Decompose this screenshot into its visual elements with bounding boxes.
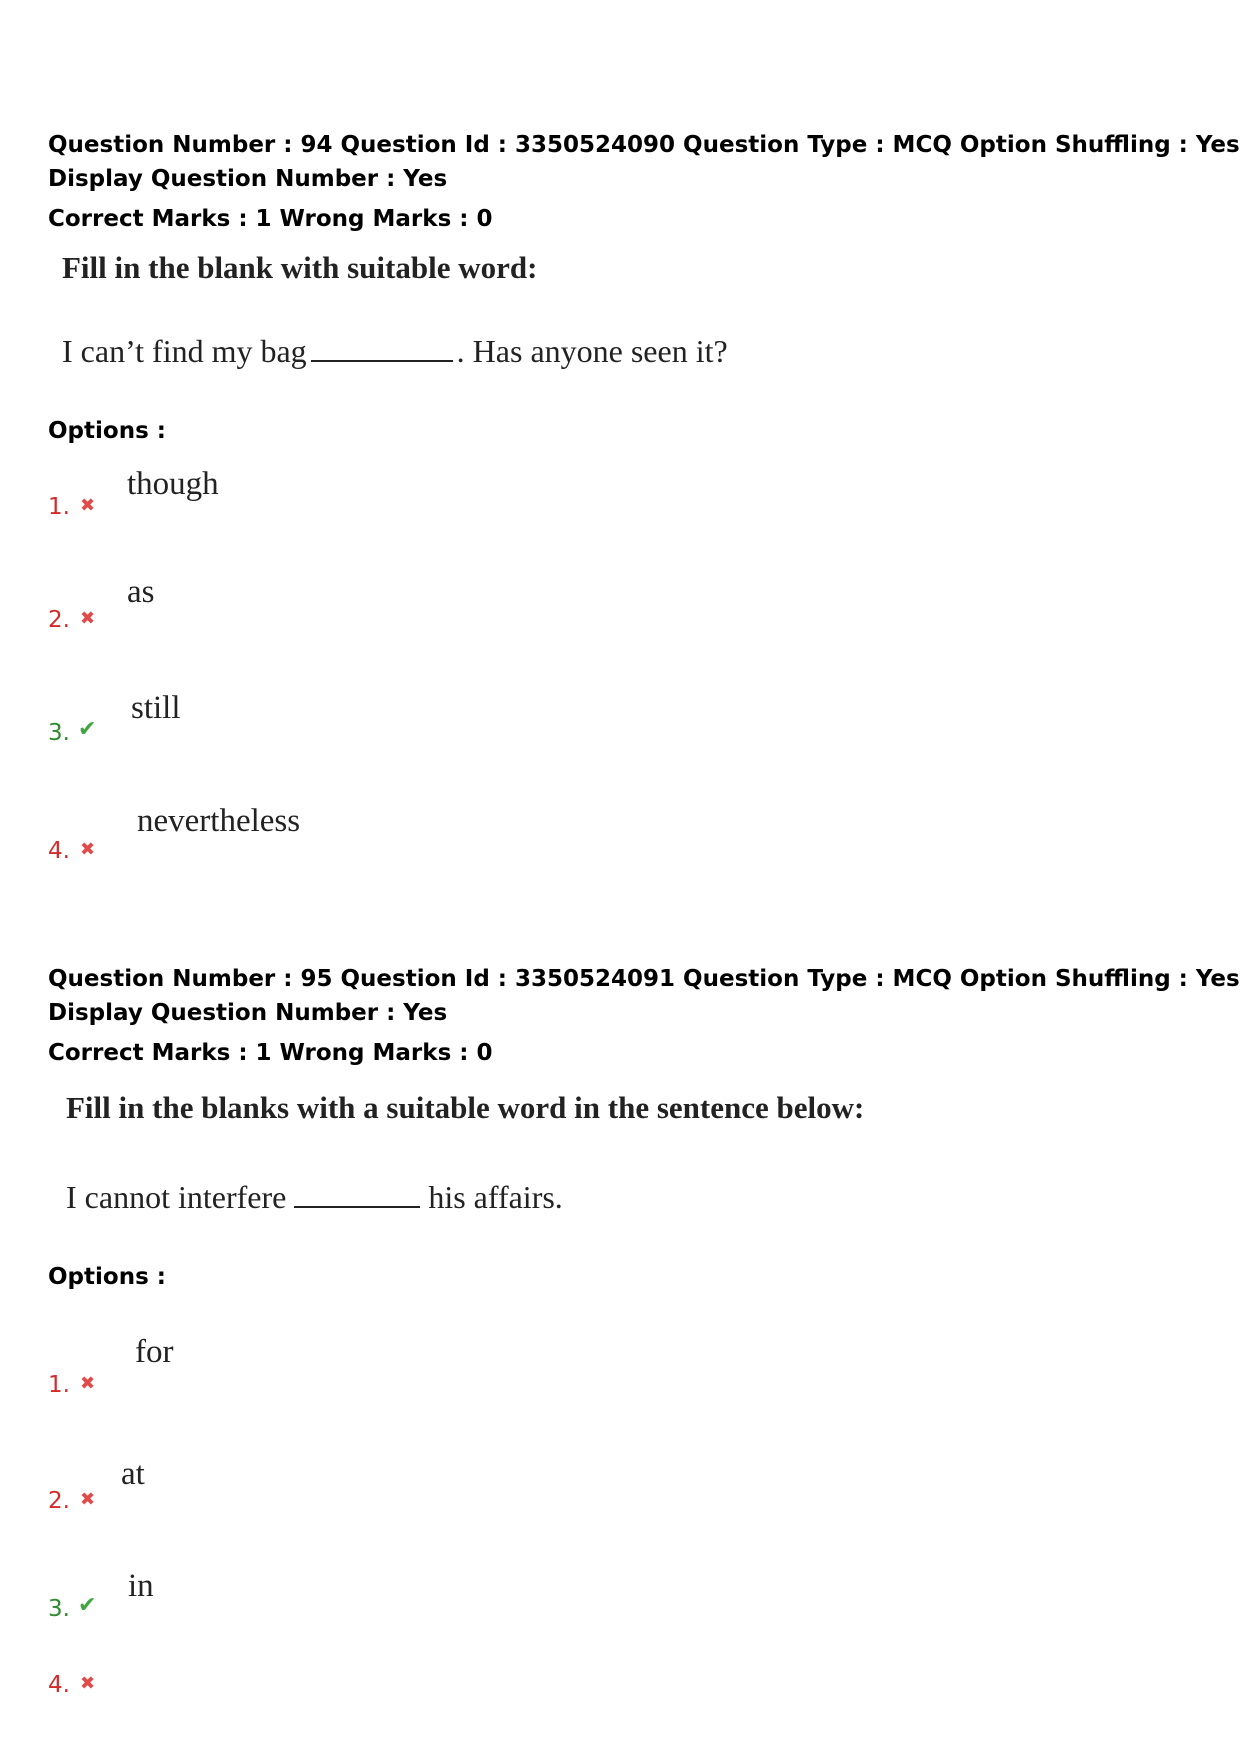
question-meta-line: Question Number : 95 Question Id : 3350524091 Question Type : MCQ Option Shuffling : Yes — [48, 966, 1240, 992]
option-text: at — [121, 1456, 145, 1492]
sentence-before: I can’t find my bag — [62, 333, 307, 369]
option-text: in — [128, 1568, 154, 1604]
option-text: as — [127, 574, 155, 610]
option-number: 2. — [48, 607, 70, 633]
sentence-after: . Has anyone seen it? — [456, 333, 728, 369]
option-text: nevertheless — [137, 803, 301, 839]
option-number: 3. — [48, 720, 70, 746]
question-meta-line: Question Number : 94 Question Id : 3350524090 Question Type : MCQ Option Shuffling : Yes — [48, 132, 1240, 158]
sentence-before: I cannot interfere — [66, 1179, 287, 1215]
cross-icon: ✖ — [80, 1373, 96, 1394]
option-number: 1. — [48, 494, 70, 520]
question-instruction: Fill in the blanks with a suitable word in the sentence below: — [66, 1090, 865, 1125]
cross-icon: ✖ — [80, 839, 96, 860]
cross-icon: ✖ — [80, 1673, 96, 1694]
options-label: Options : — [48, 1264, 166, 1290]
cross-icon: ✖ — [80, 495, 96, 516]
marks-line: Correct Marks : 1 Wrong Marks : 0 — [48, 1040, 493, 1066]
option-text: still — [131, 690, 181, 726]
option-number: 4. — [48, 1672, 70, 1698]
display-question-number: Display Question Number : Yes — [48, 166, 448, 192]
options-label: Options : — [48, 418, 166, 444]
blank-line — [311, 332, 453, 362]
marks-line: Correct Marks : 1 Wrong Marks : 0 — [48, 206, 493, 232]
check-icon: ✔ — [78, 717, 97, 742]
sentence-after: his affairs. — [428, 1179, 563, 1215]
question-sentence — [62, 332, 728, 370]
question-sentence — [66, 1178, 563, 1216]
question-instruction: Fill in the blank with suitable word: — [62, 250, 538, 285]
option-number: 4. — [48, 838, 70, 864]
cross-icon: ✖ — [80, 1489, 96, 1510]
option-number: 1. — [48, 1372, 70, 1398]
display-question-number: Display Question Number : Yes — [48, 1000, 448, 1026]
cross-icon: ✖ — [80, 608, 96, 629]
option-number: 3. — [48, 1596, 70, 1622]
blank-line — [294, 1178, 420, 1208]
option-number: 2. — [48, 1488, 70, 1514]
check-icon: ✔ — [78, 1593, 97, 1618]
option-text: though — [127, 466, 219, 502]
option-text: for — [135, 1334, 174, 1370]
